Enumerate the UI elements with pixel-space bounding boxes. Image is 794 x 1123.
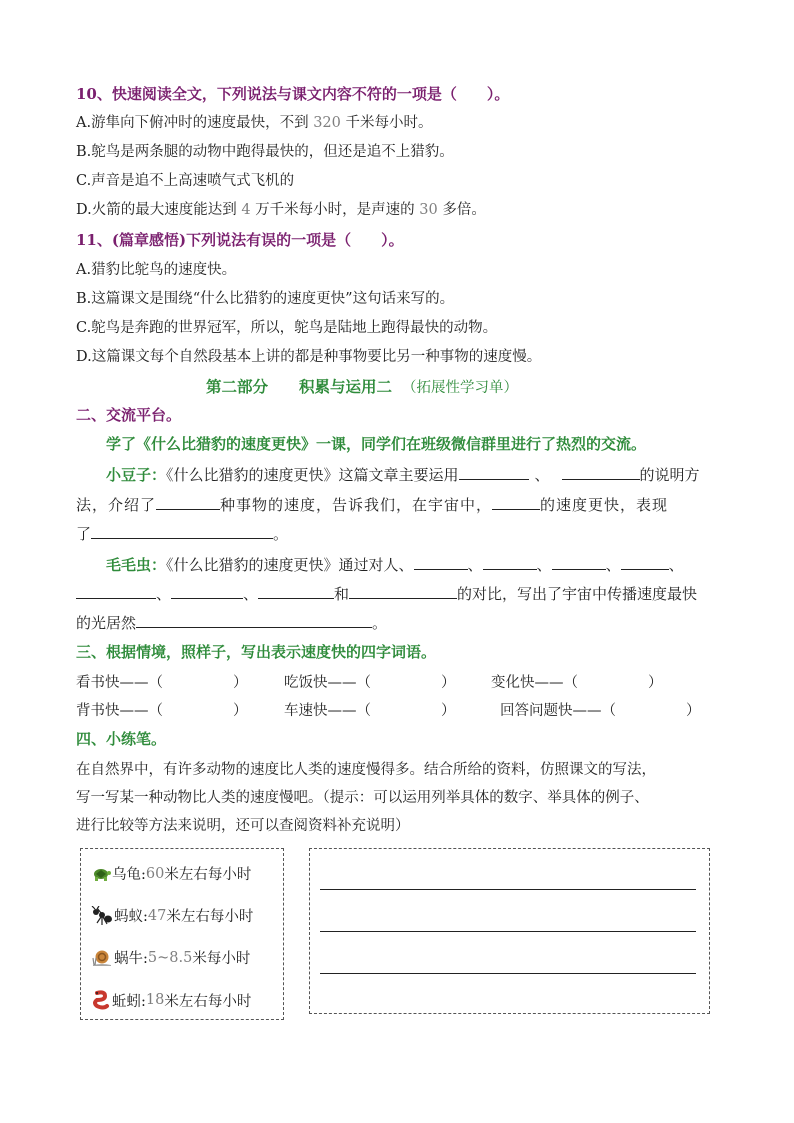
- animal-speed: 47: [147, 907, 167, 924]
- animal-row-snail: [91, 947, 250, 968]
- q10-d-text-mid: 万千米每小时，是声速的: [250, 202, 420, 218]
- fill-blank[interactable]: [414, 555, 468, 570]
- fill-blank[interactable]: [492, 495, 540, 510]
- p2-sep: 、: [467, 556, 483, 574]
- sec4-instruction-1: 在自然界中，有许多动物的速度比人类的速度慢得多。结合所给的资料，仿照课文的写法，: [76, 762, 656, 778]
- fill-blank[interactable]: [258, 584, 334, 599]
- p2-sep: 、: [605, 556, 621, 574]
- animal-row-turtle: [91, 863, 251, 884]
- p2-sep: 、: [668, 556, 684, 574]
- animal-name: 乌龟:: [112, 867, 146, 883]
- sec4-title: 四、小练笔。: [76, 730, 167, 748]
- sec2-p1-line1: [106, 465, 700, 485]
- q11-title: 11、(篇章感悟)下列说法有误的一项是（ ）。: [76, 231, 404, 249]
- close-paren: ）: [441, 675, 456, 691]
- animal-unit: 米左右每小时: [166, 909, 254, 925]
- animal-row-ant: [91, 905, 253, 926]
- fill-blank[interactable]: [621, 555, 669, 570]
- sec4-instruction-2: 写一写某一种动物比人类的速度慢吧。（提示：可以运用列举具体的数字、举具体的例子、: [76, 790, 649, 806]
- p2-text-a: 《什么比猎豹的速度更快》通过对人、: [166, 556, 414, 574]
- snail-icon: [91, 949, 113, 967]
- sec2-p1-line2: [76, 495, 668, 515]
- p1-text-g: 了: [76, 525, 92, 543]
- p1-text-d: 法，介绍了: [76, 496, 157, 514]
- animal-name: 蚯蚓:: [112, 993, 146, 1010]
- speaker-maomaochong: 毛毛虫：: [106, 556, 167, 574]
- fill-blank[interactable]: [459, 465, 529, 480]
- sec2-intro: 学了《什么比猎豹的速度更快》一课，同学们在班级微信群里进行了热烈的交流。: [106, 435, 647, 453]
- p1-text-b: 、: [534, 466, 550, 484]
- writing-line[interactable]: [320, 931, 696, 932]
- q10-a-number: 320: [313, 115, 341, 131]
- word-prompt: 回答问题快——（: [500, 703, 616, 719]
- close-paren: ）: [233, 675, 248, 691]
- part2-subtitle: （拓展性学习单）: [402, 380, 519, 396]
- fill-blank[interactable]: [136, 613, 372, 628]
- sec2-p2-line3: [76, 613, 387, 633]
- q10-title: 10、快速阅读全文，下列说法与课文内容不符的一项是（ ）。: [76, 85, 510, 103]
- fill-blank[interactable]: [91, 524, 273, 539]
- p2-sep: 、: [243, 585, 259, 603]
- fill-blank[interactable]: [171, 584, 243, 599]
- writing-box: [309, 848, 710, 1014]
- word-item-5: [284, 699, 456, 720]
- part2-main-title: 第二部分 积累与运用二: [206, 377, 393, 396]
- fill-blank[interactable]: [156, 495, 220, 510]
- fill-blank[interactable]: [552, 555, 606, 570]
- q11-option-b: B.这篇课文是围绕“什么比猎豹的速度更快”这句话来写的。: [76, 291, 455, 307]
- sec2-p2-line2: [76, 584, 697, 604]
- animal-speed: 18: [145, 992, 165, 1008]
- q10-d-number: 4: [241, 202, 251, 218]
- q10-option-d: [76, 200, 486, 220]
- word-item-2: [284, 671, 456, 692]
- close-paren: ）: [233, 703, 248, 719]
- word-item-4: [76, 699, 248, 720]
- p2-text-c: 的光居然: [76, 614, 137, 632]
- q10-option-b: B.鸵鸟是两条腿的动物中跑得最快的，但还是追不上猎豹。: [76, 144, 454, 160]
- p2-sep: 、: [156, 585, 172, 603]
- p1-text-f: 的速度更快，表现: [540, 496, 669, 514]
- sec3-title: 三、根据情境，照样子，写出表示速度快的四字词语。: [76, 643, 437, 661]
- q10-d-number2: 30: [419, 202, 438, 218]
- p2-text-d: 。: [372, 614, 388, 632]
- animal-row-worm: [91, 989, 251, 1011]
- word-prompt: 吃饭快——（: [284, 675, 371, 691]
- q10-a-text-end: 千米每小时。: [340, 115, 433, 131]
- p2-and: 和: [334, 585, 350, 603]
- fill-blank[interactable]: [483, 555, 537, 570]
- word-prompt: 车速快——（: [284, 703, 371, 719]
- fill-blank[interactable]: [76, 584, 156, 599]
- animal-unit: 米左右每小时: [164, 867, 252, 883]
- fill-blank[interactable]: [349, 584, 457, 599]
- word-item-1: [76, 671, 248, 692]
- q10-a-text: A.游隼向下俯冲时的速度最快，不到: [76, 115, 314, 131]
- close-paren: ）: [648, 675, 663, 691]
- ant-icon: [91, 906, 113, 926]
- q11-option-a: A.猎豹比鸵鸟的速度快。: [76, 262, 237, 278]
- q10-d-text: D.火箭的最大速度能达到: [76, 202, 242, 218]
- p1-text-h: 。: [273, 525, 289, 543]
- p2-text-b: 的对比，写出了宇宙中传播速度最快: [457, 585, 698, 603]
- word-prompt: 变化快——（: [491, 675, 578, 691]
- q11-option-d: D.这篇课文每个自然段基本上讲的都是种事物要比另一种事物的速度慢。: [76, 349, 542, 365]
- p1-text-c: 的说明方: [639, 466, 700, 484]
- writing-line[interactable]: [320, 973, 696, 974]
- close-paren: ）: [441, 703, 456, 719]
- part2-heading: [206, 375, 518, 397]
- animal-speed: 5~8.5: [147, 949, 193, 966]
- animal-speed: 60: [145, 865, 165, 882]
- worm-icon: [91, 989, 111, 1011]
- animal-unit: 米左右每小时: [164, 993, 252, 1010]
- animal-unit: 米每小时: [192, 951, 251, 967]
- word-item-6: [500, 699, 701, 720]
- close-paren: ）: [686, 703, 701, 719]
- word-prompt: 看书快——（: [76, 675, 163, 691]
- q10-option-c: C.声音是追不上高速喷气式飞机的: [76, 173, 295, 189]
- sec4-instruction-3: 进行比较等方法来说明，还可以查阅资料补充说明）: [76, 818, 410, 834]
- fill-blank[interactable]: [562, 465, 640, 480]
- speaker-xiaodouzi: 小豆子：: [106, 466, 167, 484]
- word-prompt: 背书快——（: [76, 703, 163, 719]
- sec2-p1-line3: [76, 524, 288, 544]
- sec2-p2-line1: [106, 555, 684, 575]
- word-item-3: [491, 671, 663, 692]
- writing-line[interactable]: [320, 889, 696, 890]
- sec2-title: 二、交流平台。: [76, 406, 182, 424]
- animal-name: 蜗牛:: [114, 951, 148, 967]
- q10-option-a: [76, 113, 433, 133]
- q11-option-c: C.鸵鸟是奔跑的世界冠军，所以，鸵鸟是陆地上跑得最快的动物。: [76, 320, 498, 336]
- animal-name: 蚂蚁:: [114, 909, 148, 925]
- p1-text-e: 种事物的速度，告诉我们，在宇宙中，: [220, 496, 493, 514]
- p1-text-a: 《什么比猎豹的速度更快》这篇文章主要运用: [166, 466, 459, 484]
- animal-data-box: [80, 848, 284, 1020]
- q10-d-text-end: 多倍。: [437, 202, 486, 218]
- turtle-icon: [91, 865, 111, 883]
- p2-sep: 、: [536, 556, 552, 574]
